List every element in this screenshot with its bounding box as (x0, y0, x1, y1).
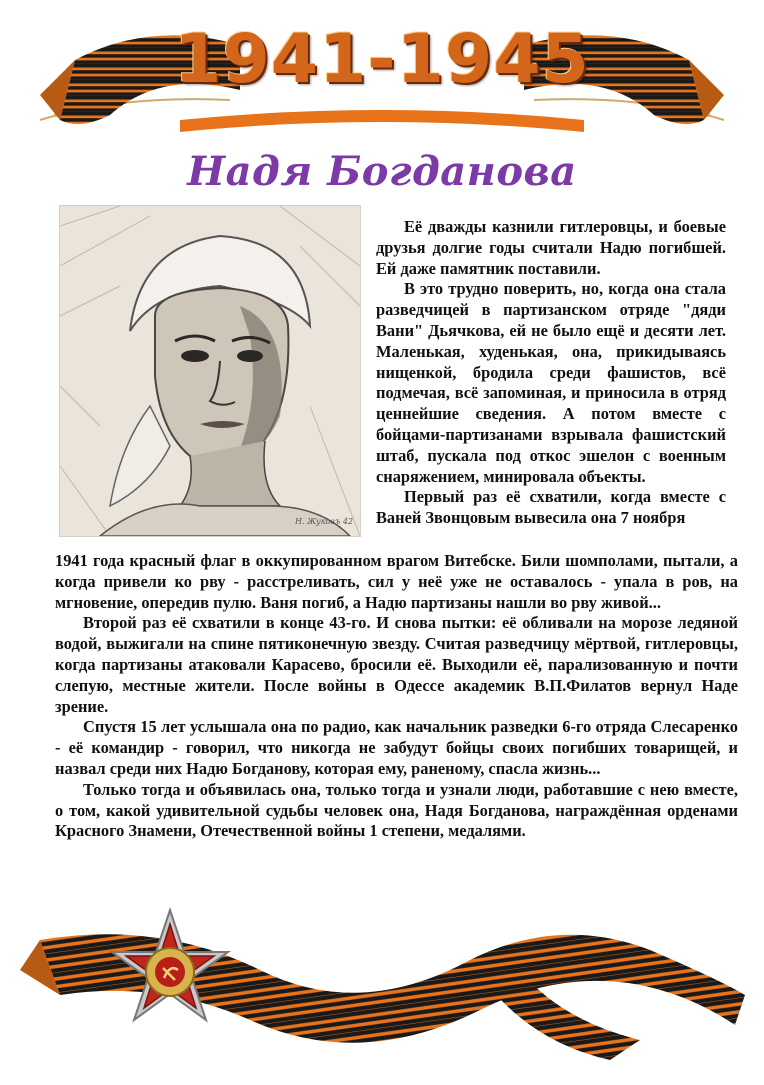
hero-name-title: Надя Богданова (187, 148, 577, 195)
paragraph: Только тогда и объявилась она, только тогда и узнали люди, работавшие с нею вместе, о том, какой удивительной судьбы человек она, Надя Богданова, награждённая орденами Красного Знамени, Отечественной войны 1 степени, медалями. (55, 779, 738, 841)
portrait-signature: Н. Жуковъ 42 (295, 517, 353, 526)
header-banner (0, 0, 764, 150)
paragraph: Второй раз её схватили в конце 43-го. И снова пытки: её обливали на морозе ледяной водой, выжигали на спине пятиконечную звезду. Считая разведчицу мёртвой, гитлеровцы, когда партизаны атаковали Карасево, бросили её. Выходили её, парализованную и почти слепую, местные жители. После войны в Одессе академик В.П.Филатов вернул Наде зрение. (55, 613, 738, 716)
portrait-sketch-icon (60, 206, 360, 536)
st-george-ribbon-icon (0, 900, 764, 1080)
paragraph: Её дважды казнили гитлеровцы, и боевые друзья долгие годы считали Надю погибшей. Ей даже памятник поставили. (376, 217, 726, 278)
portrait-image (60, 206, 360, 536)
paragraph: В это трудно поверить, но, когда она стала разведчицей в партизанском отряде "дяди Вани" Дьячкова, ей не было ещё и десяти лет. Маленькая, худенькая, она, прикидываясь нищенкой, бродила среди фашистов, всё подмечая, всё запоминая, и приносила в отряд ценнейшие сведения. А потом вместе с бойцами-партизанами взрывала фашистский штаб, пускала под откос эшелон с военным снаряжением, минировала объекты. (376, 279, 726, 486)
footer-ribbon (0, 900, 764, 1080)
paragraph: Первый раз её схватили, когда вместе с Ваней Звонцовым вывесила она 7 ноября (376, 487, 726, 528)
years-title: 1941-1945 (174, 20, 590, 99)
paragraph: Спустя 15 лет услышала она по радио, как начальник разведки 6-го отряда Слесаренко - её командир - говорил, что никогда не забудут бойцы своих погибших товарищей, и назвал среди них Надю Богданову, которая ему, раненому, спасла жизнь... (55, 717, 738, 778)
article-right-column (376, 217, 726, 529)
paragraph: 1941 года красный флаг в оккупированном врагом Витебске. Били шомполами, пытали, а когда привели ко рву - расстреливать, сил у неё уже не оставалось - упала в ров, на мгновение, опередив пулю. Ваня погиб, а Надю партизаны нашли во рву живой... (55, 551, 738, 612)
article-full-width (55, 551, 738, 842)
